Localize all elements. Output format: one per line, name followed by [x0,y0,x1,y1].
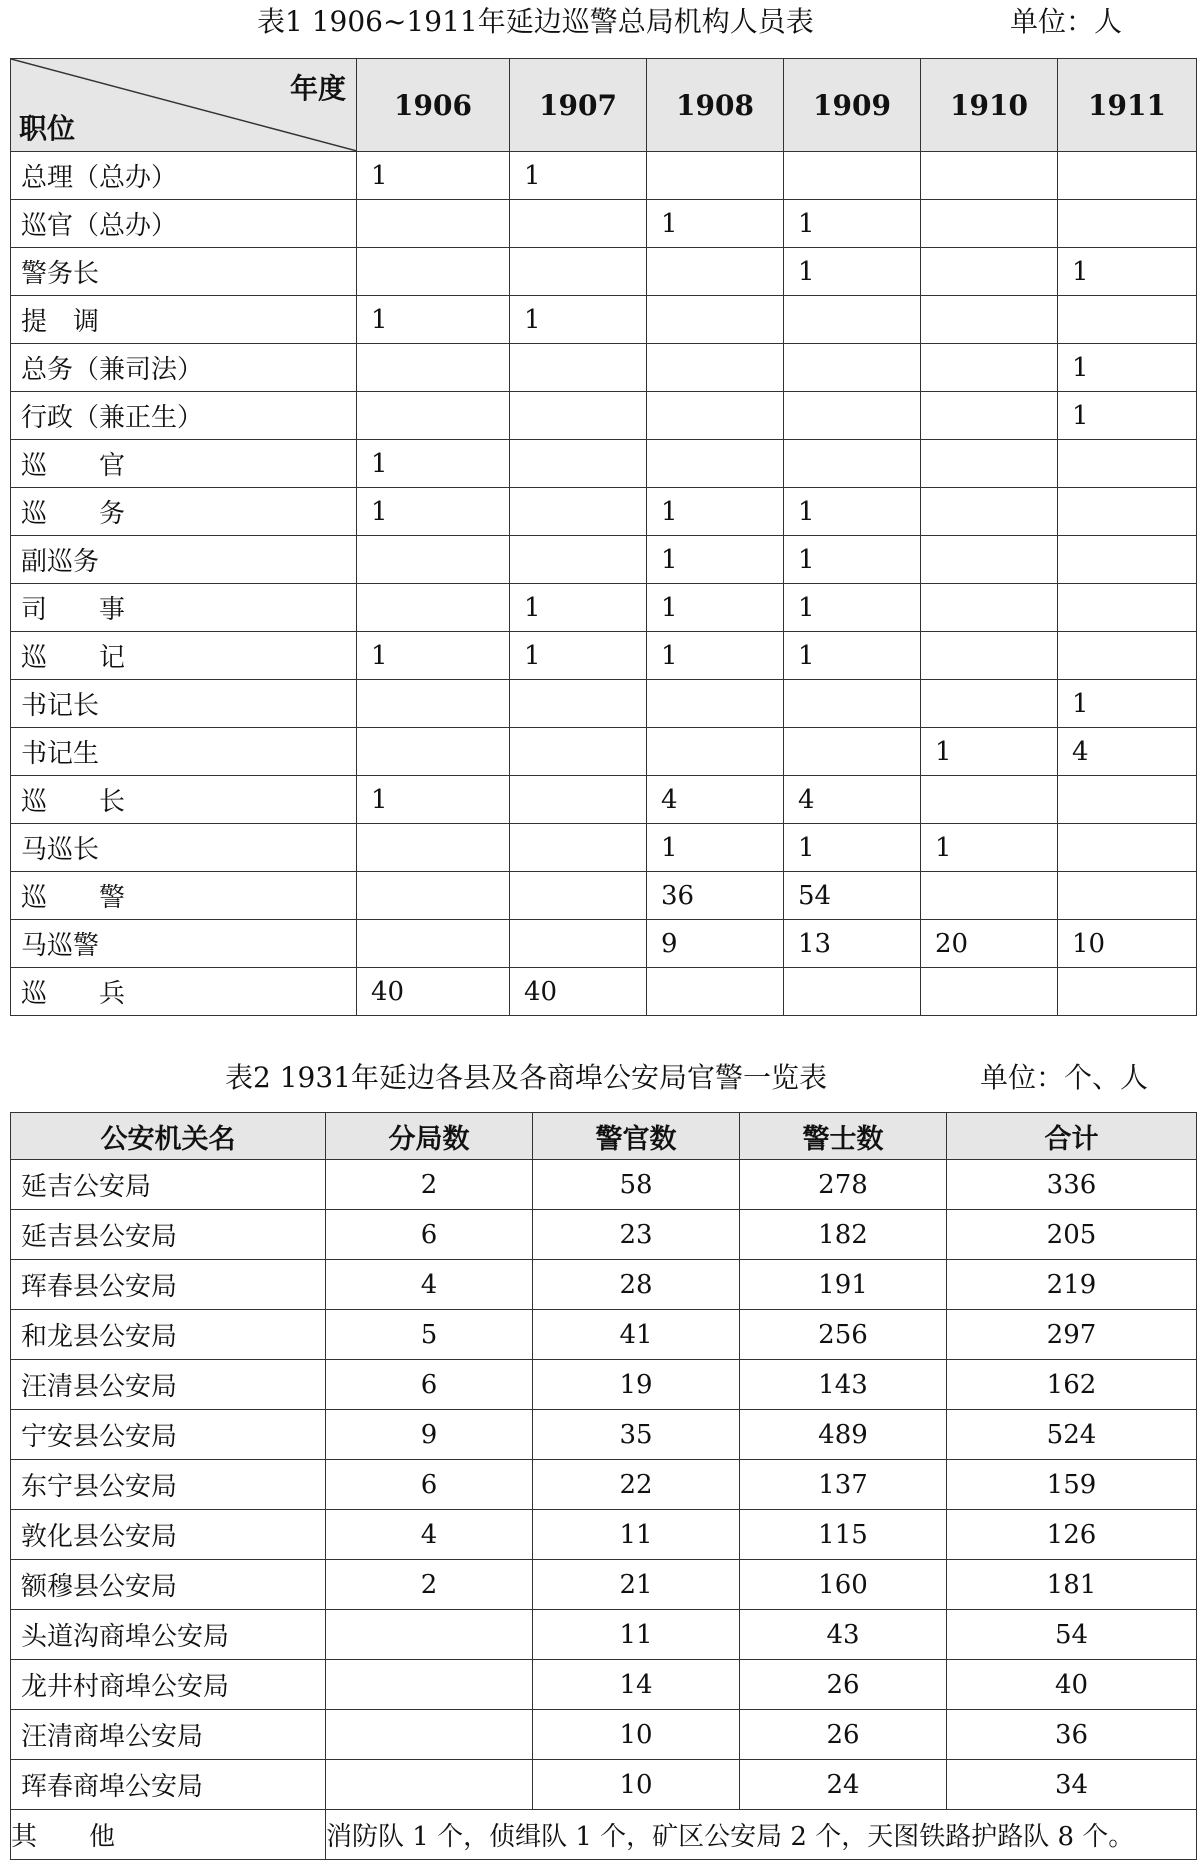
table-row [11,632,1197,680]
table-cell [921,968,1058,1016]
table-cell [921,488,1058,536]
table-cell [510,200,647,248]
table-cell: 489 [740,1410,947,1460]
table-cell [921,248,1058,296]
table-cell [326,1610,533,1660]
table-cell: 34 [947,1760,1197,1810]
table-cell [510,248,647,296]
table-cell: 205 [947,1210,1197,1260]
agency-name: 汪清县公安局 [11,1360,326,1410]
table-row [11,1610,1197,1660]
column-header: 分局数 [326,1113,533,1160]
position-label: 总理（总办） [11,152,357,200]
table-row [11,1660,1197,1710]
column-header: 警官数 [533,1113,740,1160]
position-label: 书记长 [11,680,357,728]
table-cell: 137 [740,1460,947,1510]
table-row [11,968,1197,1016]
table-cell [510,392,647,440]
agency-name: 头道沟商埠公安局 [11,1610,326,1660]
agency-name: 珲春商埠公安局 [11,1760,326,1810]
table1-header-row [11,59,1197,152]
table-row [11,200,1197,248]
table-row [11,536,1197,584]
table2-header-row [11,1113,1197,1160]
table-cell: 1 [647,488,784,536]
table-cell [510,824,647,872]
table-cell [647,680,784,728]
position-label: 马巡警 [11,920,357,968]
table-cell [357,344,510,392]
table-cell [784,344,921,392]
table-cell [1058,584,1197,632]
table-cell: 43 [740,1610,947,1660]
position-label: 行政（兼正生） [11,392,357,440]
position-label: 巡 务 [11,488,357,536]
table-cell [921,152,1058,200]
table-cell [921,344,1058,392]
table-cell [510,488,647,536]
table-cell [921,776,1058,824]
position-label: 巡官（总办） [11,200,357,248]
column-header: 合计 [947,1113,1197,1160]
position-label: 巡 警 [11,872,357,920]
table-cell [921,584,1058,632]
table-cell: 336 [947,1160,1197,1210]
table1-unit: 单位：人 [1010,5,1123,38]
table-cell [784,392,921,440]
table-cell: 1 [784,584,921,632]
agency-name: 龙井村商埠公安局 [11,1660,326,1710]
table-cell [647,968,784,1016]
agency-name: 和龙县公安局 [11,1310,326,1360]
table-cell: 40 [357,968,510,1016]
table-cell: 41 [533,1310,740,1360]
table-row [11,248,1197,296]
table-row [11,296,1197,344]
table-cell: 2 [326,1160,533,1210]
table-cell: 1 [357,632,510,680]
agency-name: 珲春县公安局 [11,1260,326,1310]
table-cell [1058,536,1197,584]
year-header: 1908 [647,59,784,152]
table-cell [784,152,921,200]
agency-name: 汪清商埠公安局 [11,1710,326,1760]
table-cell: 6 [326,1460,533,1510]
table-cell [510,440,647,488]
table-cell [784,680,921,728]
agency-name: 东宁县公安局 [11,1460,326,1510]
table-row [11,1760,1197,1810]
table-cell [510,536,647,584]
table1-caption [0,2,1200,42]
position-label: 司 事 [11,584,357,632]
table-cell: 14 [533,1660,740,1710]
table-cell [1058,968,1197,1016]
table-cell [1058,152,1197,200]
table-cell: 21 [533,1560,740,1610]
table-cell [784,296,921,344]
table-cell: 1 [357,776,510,824]
table-cell: 10 [533,1710,740,1760]
table-cell [510,680,647,728]
agency-name: 延吉县公安局 [11,1210,326,1260]
table-cell: 1 [510,296,647,344]
table-cell [510,872,647,920]
table-cell [357,824,510,872]
agency-name: 宁安县公安局 [11,1410,326,1460]
table-cell: 115 [740,1510,947,1560]
table-cell [921,200,1058,248]
table-row [11,1710,1197,1760]
table-cell: 54 [784,872,921,920]
table-cell: 1 [647,632,784,680]
table-cell: 182 [740,1210,947,1260]
table-cell: 1 [510,584,647,632]
table-cell [357,536,510,584]
table-cell: 1 [784,200,921,248]
table-row [11,152,1197,200]
table-cell: 23 [533,1210,740,1260]
table-row [11,1510,1197,1560]
table-cell [510,776,647,824]
table-cell: 143 [740,1360,947,1410]
table-row [11,824,1197,872]
table-cell [357,392,510,440]
table-cell: 4 [326,1510,533,1560]
table-cell [357,680,510,728]
table-row [11,1310,1197,1360]
table-cell [921,632,1058,680]
table-cell [1058,776,1197,824]
table-cell: 256 [740,1310,947,1360]
table-cell: 1 [784,488,921,536]
table-cell [1058,296,1197,344]
table-cell: 4 [784,776,921,824]
table-cell: 181 [947,1560,1197,1610]
table-cell [647,296,784,344]
table-cell: 10 [533,1760,740,1810]
table-cell [357,728,510,776]
table-cell [510,344,647,392]
year-header: 1909 [784,59,921,152]
position-label: 巡 长 [11,776,357,824]
table-row [11,1160,1197,1210]
table-cell: 35 [533,1410,740,1460]
table-cell: 13 [784,920,921,968]
table-row [11,680,1197,728]
table-cell [921,536,1058,584]
table-cell: 1 [357,440,510,488]
table-row [11,488,1197,536]
table1-title: 表1 1906~1911年延边巡警总局机构人员表 [257,5,814,38]
table-cell: 40 [510,968,647,1016]
table1-body [11,152,1197,1016]
position-label: 巡 官 [11,440,357,488]
table-cell: 1 [1058,680,1197,728]
table-row [11,584,1197,632]
table-cell [921,872,1058,920]
table-cell: 11 [533,1510,740,1560]
table-cell [1058,440,1197,488]
table-cell: 4 [1058,728,1197,776]
table2-caption [0,1058,1200,1098]
table-cell: 36 [647,872,784,920]
position-label: 总务（兼司法） [11,344,357,392]
table-cell: 24 [740,1760,947,1810]
table-cell: 9 [326,1410,533,1460]
table-row [11,872,1197,920]
table-cell: 1 [921,824,1058,872]
table-row [11,1260,1197,1310]
table-row [11,440,1197,488]
table-cell [921,680,1058,728]
table-cell: 6 [326,1360,533,1410]
table-cell: 160 [740,1560,947,1610]
table-cell [357,200,510,248]
position-label: 副巡务 [11,536,357,584]
table-cell: 1 [921,728,1058,776]
table-cell [1058,824,1197,872]
table-cell [510,920,647,968]
table-cell: 54 [947,1610,1197,1660]
agency-name: 延吉公安局 [11,1160,326,1210]
position-label: 巡 兵 [11,968,357,1016]
table-cell: 19 [533,1360,740,1410]
table-cell [357,248,510,296]
table-cell [647,248,784,296]
table-cell [1058,632,1197,680]
table-row [11,1210,1197,1260]
table-cell [784,728,921,776]
corner-position-label: 职位 [19,112,76,145]
table1-corner-cell [11,59,357,152]
table2 [10,1112,1197,1860]
table-row [11,1360,1197,1410]
table-cell [326,1710,533,1760]
table-cell: 26 [740,1710,947,1760]
table-cell [326,1760,533,1810]
table-cell: 1 [647,824,784,872]
table-cell: 4 [647,776,784,824]
agency-name: 额穆县公安局 [11,1560,326,1610]
table1 [10,58,1197,1016]
table-row [11,1410,1197,1460]
table-cell: 1 [357,296,510,344]
table-cell: 5 [326,1310,533,1360]
table-cell [357,872,510,920]
table-cell: 26 [740,1660,947,1710]
table2-title: 表2 1931年延边各县及各商埠公安局官警一览表 [225,1061,827,1094]
table-cell: 4 [326,1260,533,1310]
corner-year-label: 年度 [289,72,346,105]
table-row [11,728,1197,776]
table-cell: 58 [533,1160,740,1210]
table2-body [11,1160,1197,1810]
table-cell [647,392,784,440]
table-cell: 524 [947,1410,1197,1460]
table-cell [357,920,510,968]
table-cell [784,968,921,1016]
table-cell [326,1660,533,1710]
table-cell: 1 [1058,392,1197,440]
table-row [11,776,1197,824]
table-cell: 10 [1058,920,1197,968]
table-cell: 1 [647,584,784,632]
table-row [11,1560,1197,1610]
table-cell: 1 [647,200,784,248]
table-cell: 162 [947,1360,1197,1410]
position-label: 警务长 [11,248,357,296]
table-cell: 1 [1058,344,1197,392]
table-cell: 9 [647,920,784,968]
table-cell: 159 [947,1460,1197,1510]
table-cell: 36 [947,1710,1197,1760]
table-cell [1058,872,1197,920]
table-cell [1058,200,1197,248]
table-cell: 22 [533,1460,740,1510]
table-cell: 1 [647,536,784,584]
table-cell: 1 [784,248,921,296]
position-label: 提 调 [11,296,357,344]
table-row [11,920,1197,968]
table-cell: 126 [947,1510,1197,1560]
table-cell [921,440,1058,488]
table-cell: 28 [533,1260,740,1310]
position-label: 书记生 [11,728,357,776]
table-cell [784,440,921,488]
table-cell: 1 [510,152,647,200]
table-cell: 1 [784,632,921,680]
table-cell: 11 [533,1610,740,1660]
year-header: 1911 [1058,59,1197,152]
table-row [11,344,1197,392]
agency-name: 敦化县公安局 [11,1510,326,1560]
table-cell [921,296,1058,344]
table-cell [1058,488,1197,536]
table-cell [647,344,784,392]
column-header: 警士数 [740,1113,947,1160]
table-row [11,392,1197,440]
year-header: 1907 [510,59,647,152]
table-cell [510,728,647,776]
table-cell: 1 [357,152,510,200]
table-cell: 20 [921,920,1058,968]
other-note: 消防队 1 个，侦缉队 1 个，矿区公安局 2 个，天图铁路护路队 8 个。 [326,1810,1197,1860]
other-label: 其 他 [11,1810,326,1860]
table2-unit: 单位：个、人 [980,1061,1149,1094]
table-cell: 1 [357,488,510,536]
table-cell: 6 [326,1210,533,1260]
table-cell [647,152,784,200]
table-cell: 2 [326,1560,533,1610]
table-cell: 278 [740,1160,947,1210]
year-header: 1910 [921,59,1058,152]
table-cell [357,584,510,632]
table-cell: 1 [1058,248,1197,296]
position-label: 马巡长 [11,824,357,872]
position-label: 巡 记 [11,632,357,680]
table2-other-row [11,1810,1197,1860]
column-header: 公安机关名 [11,1113,326,1160]
table-cell: 191 [740,1260,947,1310]
table-cell: 1 [510,632,647,680]
table-cell: 40 [947,1660,1197,1710]
table-cell [647,440,784,488]
table-cell: 1 [784,536,921,584]
table-cell [921,392,1058,440]
table-cell [647,728,784,776]
table-row [11,1460,1197,1510]
table-cell: 1 [784,824,921,872]
year-header: 1906 [357,59,510,152]
table-cell: 219 [947,1260,1197,1310]
table-cell: 297 [947,1310,1197,1360]
